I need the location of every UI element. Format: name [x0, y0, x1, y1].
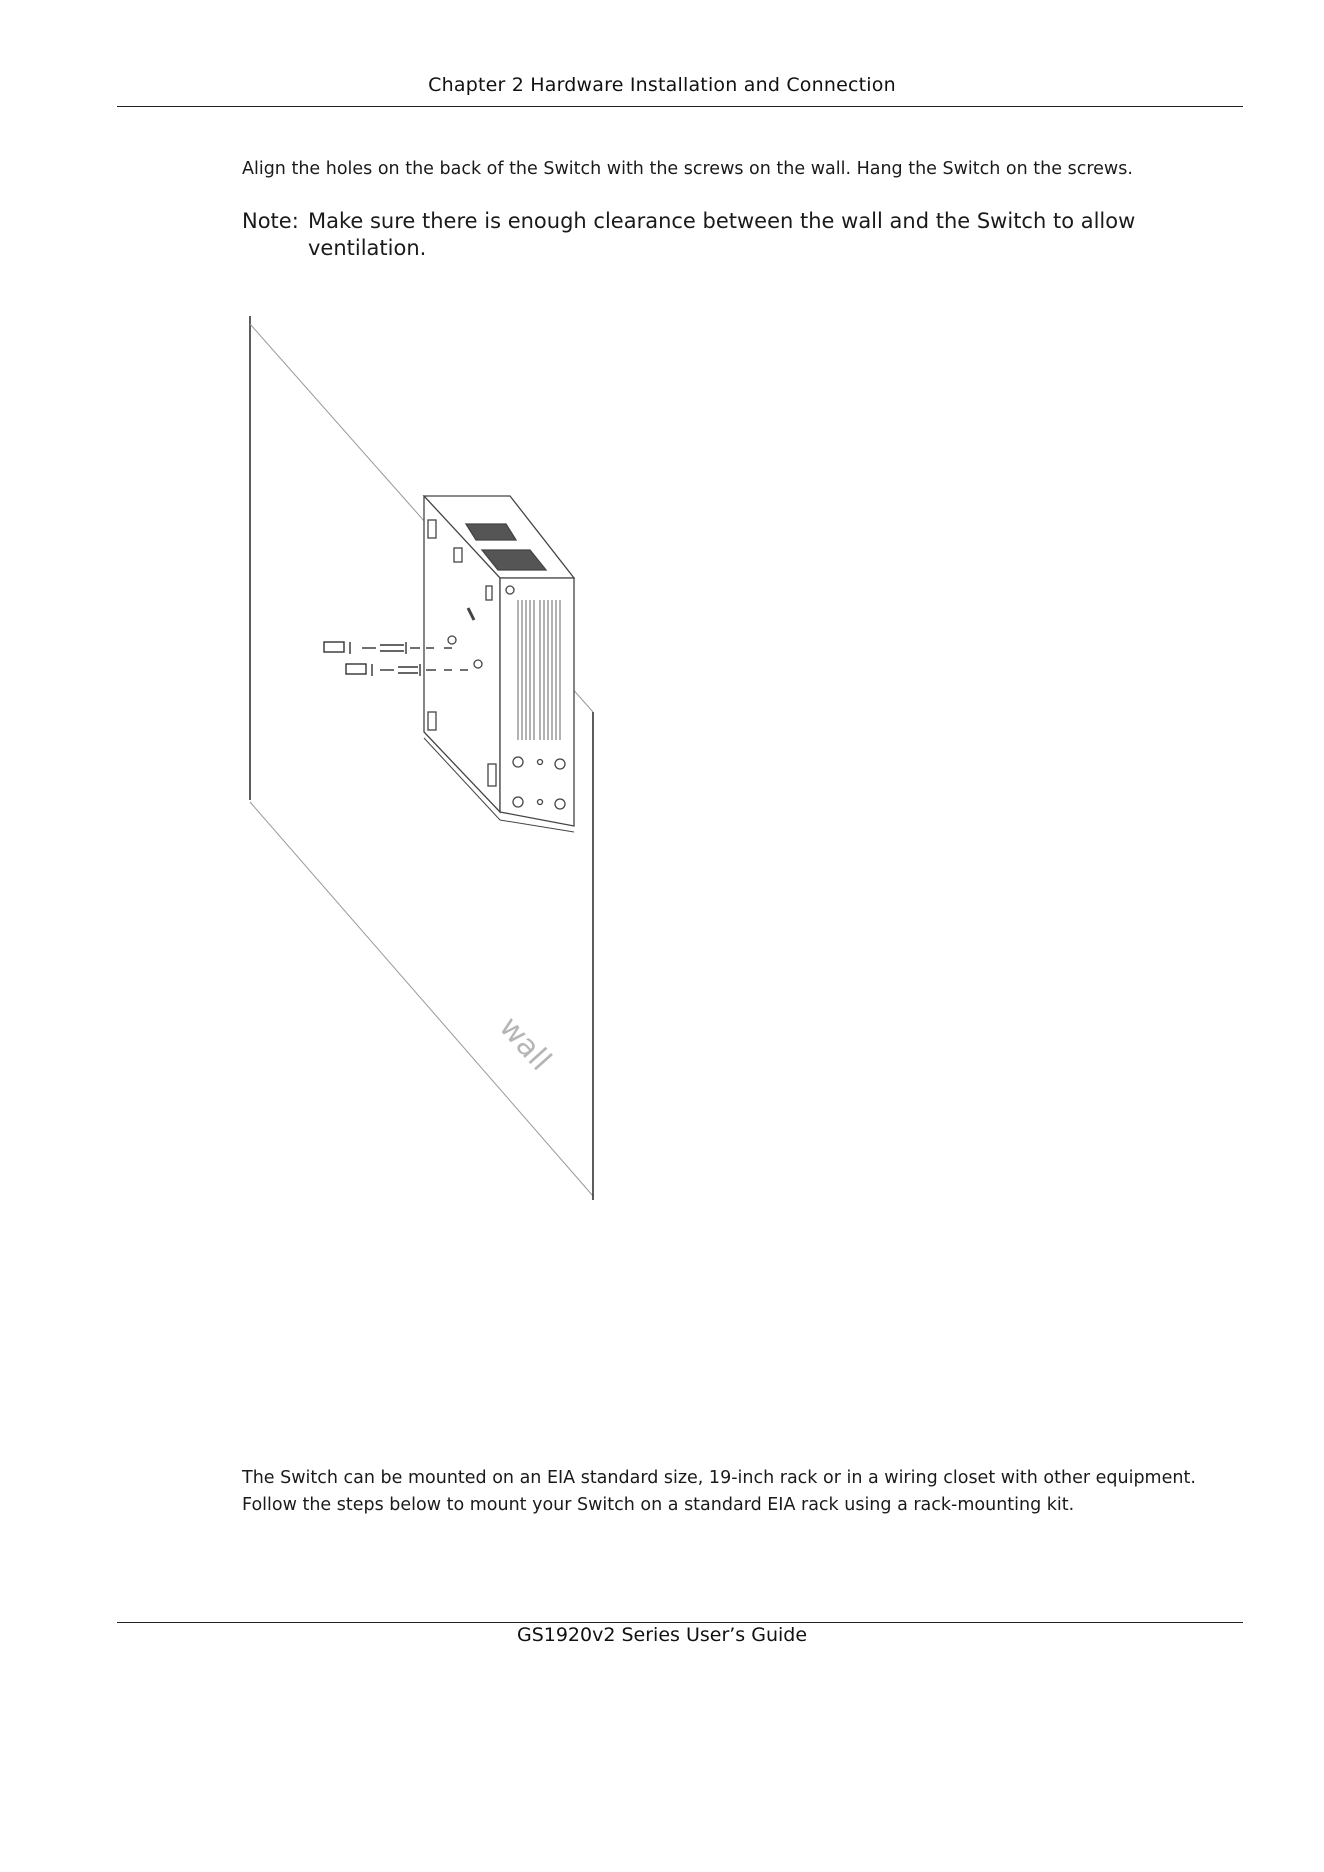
note-line-1: Make sure there is enough clearance between the wall and the Switch to allow	[308, 209, 1136, 233]
switch-device	[424, 496, 574, 832]
intro-paragraph: Align the holes on the back of the Switch with the screws on the wall. Hang the Switch on the screws.	[242, 159, 1133, 179]
page-header-title: Chapter 2 Hardware Installation and Connection	[428, 74, 896, 96]
rack-mount-paragraph: The Switch can be mounted on an EIA standard size, 19-inch rack or in a wiring closet with other equipment. Follow the steps below to mount your Switch on a standard EIA rack using a rack-mounting kit.	[242, 1468, 1196, 1515]
note-line-2: ventilation.	[308, 236, 427, 260]
note-label: Note:	[242, 209, 299, 233]
page-footer-title: GS1920v2 Series User’s Guide	[516, 1624, 808, 1646]
wall-label: wall	[492, 1009, 558, 1078]
